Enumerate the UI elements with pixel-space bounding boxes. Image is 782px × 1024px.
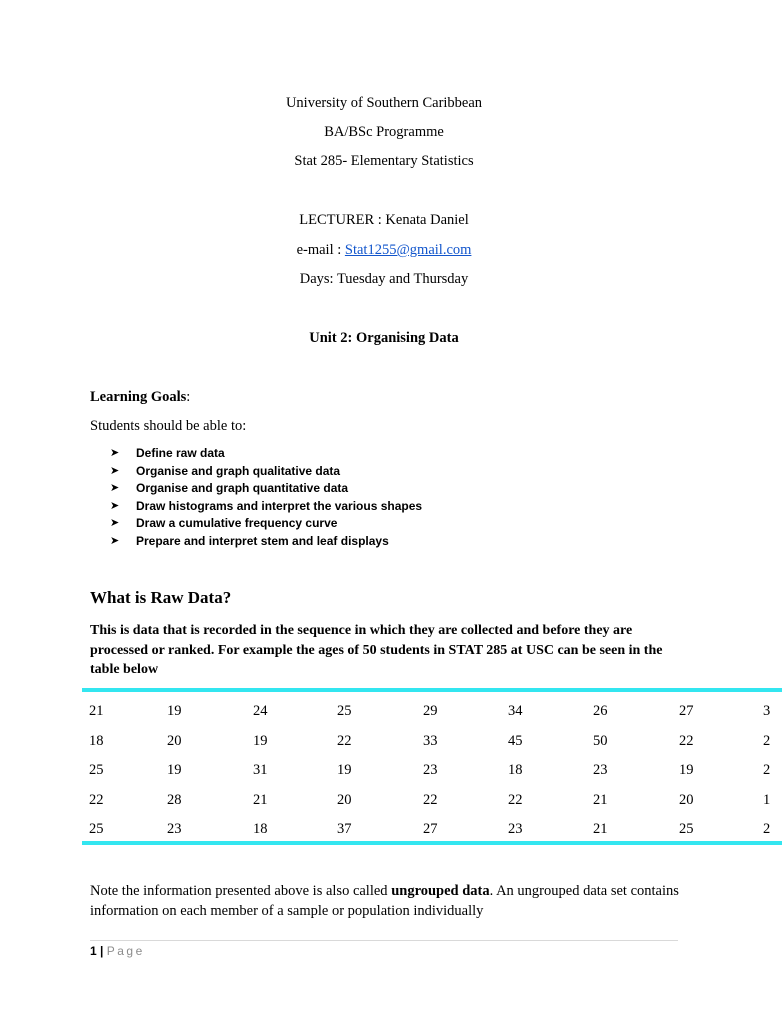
table-cell: 1 [763, 791, 771, 808]
table-cell: 2 [763, 762, 771, 778]
table-cell: 2 [763, 821, 771, 837]
table-cell: 21 [593, 821, 608, 837]
table-cell: 21 [253, 791, 268, 808]
table-cell: 20 [679, 791, 694, 808]
note-text-after: . An ungrouped data set contains information on each member of a sample or population individually [90, 883, 679, 919]
goal-text: Draw histograms and interpret the various shapes [136, 498, 423, 513]
list-item [110, 480, 422, 498]
table-cell: 25 [337, 703, 352, 719]
table-cell: 3 [763, 703, 771, 719]
ages-data-table [82, 688, 782, 845]
learning-goals-heading: Learning Goals [90, 389, 187, 405]
page-number: 1 [90, 944, 97, 958]
table-cell: 23 [593, 762, 608, 778]
goal-text: Organise and graph qualitative data [136, 463, 341, 478]
learning-goals-colon: : [186, 389, 191, 405]
table-cell: 29 [423, 703, 438, 719]
goal-text: Draw a cumulative frequency curve [136, 516, 338, 530]
table-cell: 22 [423, 791, 438, 808]
note-bold-term: ungrouped data [391, 883, 490, 899]
table-cell: 21 [593, 791, 608, 808]
arrow-bullet-icon: ➤ [110, 464, 120, 477]
footer-separator: | [96, 944, 107, 958]
ungrouped-note [90, 881, 690, 921]
arrow-bullet-icon: ➤ [110, 482, 120, 494]
table-cell: 33 [423, 732, 438, 749]
table-cell: 25 [89, 821, 104, 837]
table-cell: 22 [508, 791, 523, 808]
table-cell: 50 [593, 732, 608, 749]
days-line: Days: Tuesday and Thursday [299, 271, 469, 287]
table-row [82, 726, 782, 756]
course-name: Stat 285- Elementary Statistics [294, 153, 474, 169]
arrow-bullet-icon: ➤ [110, 499, 120, 512]
goal-text: Prepare and interpret stem and leaf displays [136, 533, 389, 548]
table-cell: 25 [89, 762, 104, 778]
list-item [110, 515, 422, 533]
footer-divider [90, 940, 678, 941]
table-cell: 27 [423, 821, 438, 837]
list-item [110, 498, 422, 516]
table-cell: 31 [253, 762, 268, 778]
email-line [0, 240, 768, 260]
table-row [82, 696, 782, 726]
table-cell: 18 [89, 732, 104, 749]
table-cell: 37 [337, 821, 352, 837]
unit-title: Unit 2: Organising Data [309, 330, 459, 346]
learning-goals-heading-line [90, 387, 190, 407]
email-label: e-mail : [296, 242, 345, 258]
table-cell: 19 [679, 762, 694, 778]
learning-goals-list [110, 445, 422, 550]
table-cell: 20 [337, 791, 352, 808]
table-row [82, 755, 782, 785]
table-cell: 19 [253, 732, 268, 749]
table-cell: 23 [167, 821, 182, 837]
table-cell: 27 [679, 703, 694, 719]
list-item [110, 463, 422, 481]
programme-name: BA/BSc Programme [324, 124, 444, 140]
table-cell: 2 [763, 732, 771, 749]
learning-goals-intro: Students should be able to: [90, 418, 247, 434]
email-link[interactable]: Stat1255@gmail.com [344, 242, 472, 258]
table-cell: 23 [508, 821, 523, 837]
table-cell: 20 [167, 732, 182, 749]
goal-text: Organise and graph quantitative data [136, 481, 349, 495]
lecturer-line: LECTURER : Kenata Daniel [299, 212, 469, 228]
table-cell: 22 [337, 732, 352, 749]
page-label: Page [106, 944, 145, 958]
table-cell: 24 [253, 703, 268, 719]
raw-data-paragraph: This is data that is recorded in the sequence in which they are collected and before they are processed or ranked. For example the ages of 50 students in STAT 285 at USC can be seen in the table below [90, 623, 663, 677]
table-cell: 21 [89, 703, 104, 719]
table-cell: 18 [508, 762, 523, 778]
table-cell: 22 [89, 791, 104, 808]
table-cell: 25 [679, 821, 694, 837]
list-item [110, 445, 422, 463]
goal-text: Define raw data [136, 446, 225, 460]
table-row [82, 785, 782, 815]
table-cell: 34 [508, 703, 523, 719]
table-cell: 18 [253, 821, 268, 837]
table-cell: 45 [508, 732, 523, 749]
table-cell: 19 [167, 762, 182, 778]
arrow-bullet-icon: ➤ [110, 517, 120, 529]
list-item [110, 533, 422, 551]
table-row [82, 814, 782, 844]
table-cell: 23 [423, 762, 438, 778]
table-cell: 28 [167, 791, 182, 808]
table-cell: 26 [593, 703, 608, 719]
page-footer [90, 944, 145, 958]
arrow-bullet-icon: ➤ [110, 447, 120, 459]
table-cell: 19 [337, 762, 352, 778]
table-cell: 19 [167, 703, 182, 719]
university-name: University of Southern Caribbean [285, 95, 483, 111]
arrow-bullet-icon: ➤ [110, 534, 120, 547]
raw-data-heading: What is Raw Data? [90, 588, 232, 607]
note-text-before: Note the information presented above is also called [90, 883, 392, 899]
table-cell: 22 [679, 732, 694, 749]
